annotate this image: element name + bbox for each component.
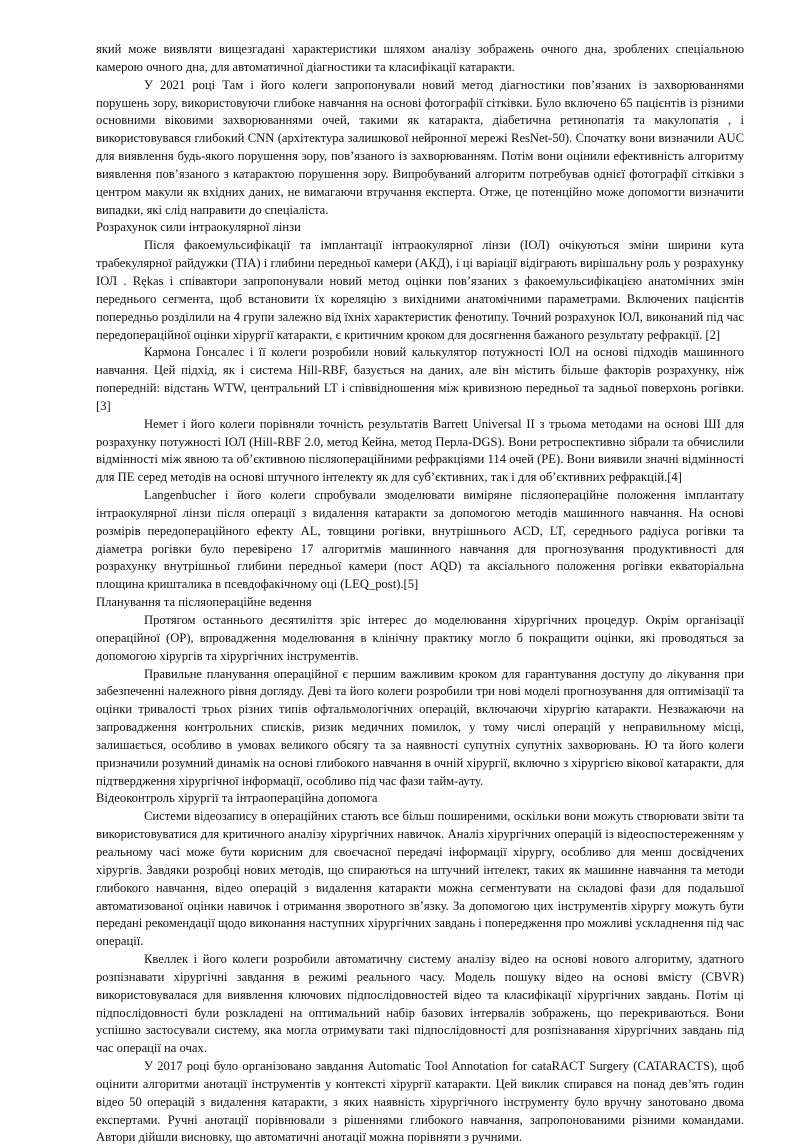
quellec-paragraph: Квеллек і його колеги розробили автоматичну систему аналізу відео на основі нового алгоритму, здатного розпізнавати хірургічні завдання в режимі реального часу. Модель пошуку відео на основі вмісту (CBVR) використовувалася для виявлення ключових підпослідовностей відео та класифікації хірургічних завдань. Потім ці підпослідовності були розкладені на оптимальний набір базових інтервалів зображень, що перекриваються. Вони успішно застосували систему, яка могла отримувати такі підпослідовності для розпізнавання хірургічних завдань під час операції на очах. [96, 952, 744, 1056]
or-planning-paragraph: Правильне планування операційної є першим важливим кроком для гарантування доступу до лікування при забезпеченні належного рівня догляду. Деві та його колеги розробили три нові моделі прогнозування для оптимізації та оцінки тривалості трьох різних типів офтальмологічних операцій, включаючи хірургію катаракти. Незважаючи на запровадження контрольних списків, ризик медичних помилок, у тому числі операцій у неправильному місці, залишається, особливо в умовах великого обсягу та за наявності супутніх супутніх захворювань. Ю та його колеги призначили розумний динамік на основі глибокого навчання в очній хірургії, включно з хірургією вікової катаракти, для підтвердження хірургічної інформації, особливо під час фази тайм-ауту. [96, 666, 744, 788]
video-recording-paragraph: Системи відеозапису в операційних стають все більш поширеними, оскільки вони можуть створювати звіти та використовуватися для критичного аналізу хірургічних навичок. Аналіз хірургічних операцій із відеоспостереженням у реальному часі може бути корисним для своєчасної передачі інформації хірургу, особливо для менш досвідчених хірургів. Завдяки розробці нових методів, що спираються на штучний інтелект, таких як машинне навчання та методи глибокого навчання, відео операцій з видалення катаракти можна сегментувати на складові фази для подальшої автоматизованої оцінки навичок і отримання зворотного зв’язку. За допомогою цих інструментів хірургу можуть бути передані рекомендації щодо виконання наступних хірургічних завдань і попередження про можливі ускладнення під час операції. [96, 809, 745, 949]
section-heading-video-control: Відеоконтроль хірургії та інтраопераційна допомога [96, 791, 378, 806]
rekas-paragraph: Після факоемульсифікації та імплантації інтраокулярної лінзи (ІОЛ) очікуються зміни ширини кута трабекулярної райдужки (TIA) і глибини передньої камери (АКД), і ці варіації відіграють вирішальну роль у розрахунку ІОЛ . Rękas і співавтори запропонували новий метод оцінки пов’язаних з факоемульсифікацією анатомічних змін переднього сегмента, щоб встановити їх кореляцію з вихідними анатомічними параметрами. Включених пацієнтів попередньо розділили на 4 групи залежно від їхніх характеристик фенотипу. Точний розрахунок ІОЛ, виконаний під час передопераційної оцінки хірургії катаракти, є критичним кроком для досягнення бажаного результату рефракції. [2] [96, 238, 744, 342]
section-heading-planning: Планування та післяопераційне ведення [96, 595, 312, 610]
nemeth-paragraph: Немет і його колеги порівняли точність результатів Barrett Universal II з трьома методами на основі ШІ для розрахунку потужності ІОЛ (Hill-RBF 2.0, метод Кейна, метод Перла-DGS). Вони ретроспективно зібрали та обчислили відмінності між явною та об’єктивною післяопераційними рефракціями 114 очей (PE). Вони виявили значні відмінності для ПЕ серед методів на основі штучного інтелекту як для суб’єктивних, так і для об’єктивних рефракцій.[4] [96, 416, 744, 485]
carmona-paragraph: Кармона Гонсалес і її колеги розробили новий калькулятор потужності ІОЛ на основі підходів машинного навчання. Цей підхід, як і система Hill-RBF, базується на даних, але він містить більше факторів розрахунку, ніж попередній: відстань WTW, центральний LT і співвідношення між кривизною передньої та задньої поверхонь рогівки.[3] [96, 345, 744, 413]
tam-deep-learning-paragraph: У 2021 році Там і його колеги запропонували новий метод діагностики пов’язаних із захворюваннями порушень зору, використовуючи глибоке навчання на основі фотографії сітківки. Було включено 65 пацієнтів із різними основними віковими захворюваннями очей, такими як катаракта, діабетична ретинопатія та макулопатія , і використовувався глибокий CNN (архітектура залишкової нейронної мережі ResNet-50). Спочатку вони визначили AUC для виявлення будь-якого порушення зору, пов’язаного із захворюванням. Потім вони оцінили ефективність алгоритму виявлення пов’язаного з катарактою порушення зору. Випробуваний алгоритм потребував однієї фотографії сітківки з центром макули як вхідних даних, не вимагаючи втручання експерта. Отже, це потенційно може допомогти визначити випадки, які слід направити до спеціаліста. [96, 77, 744, 217]
langenbucher-paragraph: Langenbucher і його колеги спробували змоделювати виміряне післяопераційне положення імплантату інтраокулярної лінзи після операції з видалення катаракти за допомогою методів машинного навчання. На основі розмірів передопераційного ефекту AL, товщини рогівки, внутрішнього ACD, LT, середнього радіуса рогівки та діаметра рогівки було перевірено 17 алгоритмів машинного навчання для прогнозування продуктивності для розрахунку внутрішньої глибини передньої камери (пост AQD) та аксіального положення рогівки екваторіальна площина кришталика в псевдофакічному оці (LEQ_post).[5] [96, 488, 744, 592]
intro-continuation-paragraph: який може виявляти вищезгадані характеристики шляхом аналізу зображень очного дна, зроблених спеціальною камерою очного дна, для автоматичної діагностики та класифікації катаракти. [96, 42, 744, 74]
simulation-paragraph: Протягом останнього десятиліття зріс інтерес до моделювання хірургічних процедур. Окрім організації операційної (OP), впровадження моделювання в клінічну практику могло б покращити оцінки, які проводяться за допомогою хірургів та хірургічних інструментів. [96, 613, 744, 663]
document-page [96, 41, 744, 1147]
cataracts-challenge-paragraph: У 2017 році було організовано завдання Automatic Tool Annotation for cataRACT Surgery (CATARACTS), щоб оцінити алгоритми анотації інструментів у контексті хірургії катаракти. Цей виклик спирався на понад дев’ять годин відео 50 операцій з видалення катаракти, з яких наявність хірургічного інструменту було вручну занотовано двома експертами. Ручні анотації порівнювали з рішеннями глибокого навчання, запропонованими різними командами. Автори дійшли висновку, що автоматичні анотації можна порівняти з ручними. [96, 1059, 744, 1145]
section-heading-iol-power: Розрахунок сили інтраокулярної лінзи [96, 220, 301, 235]
